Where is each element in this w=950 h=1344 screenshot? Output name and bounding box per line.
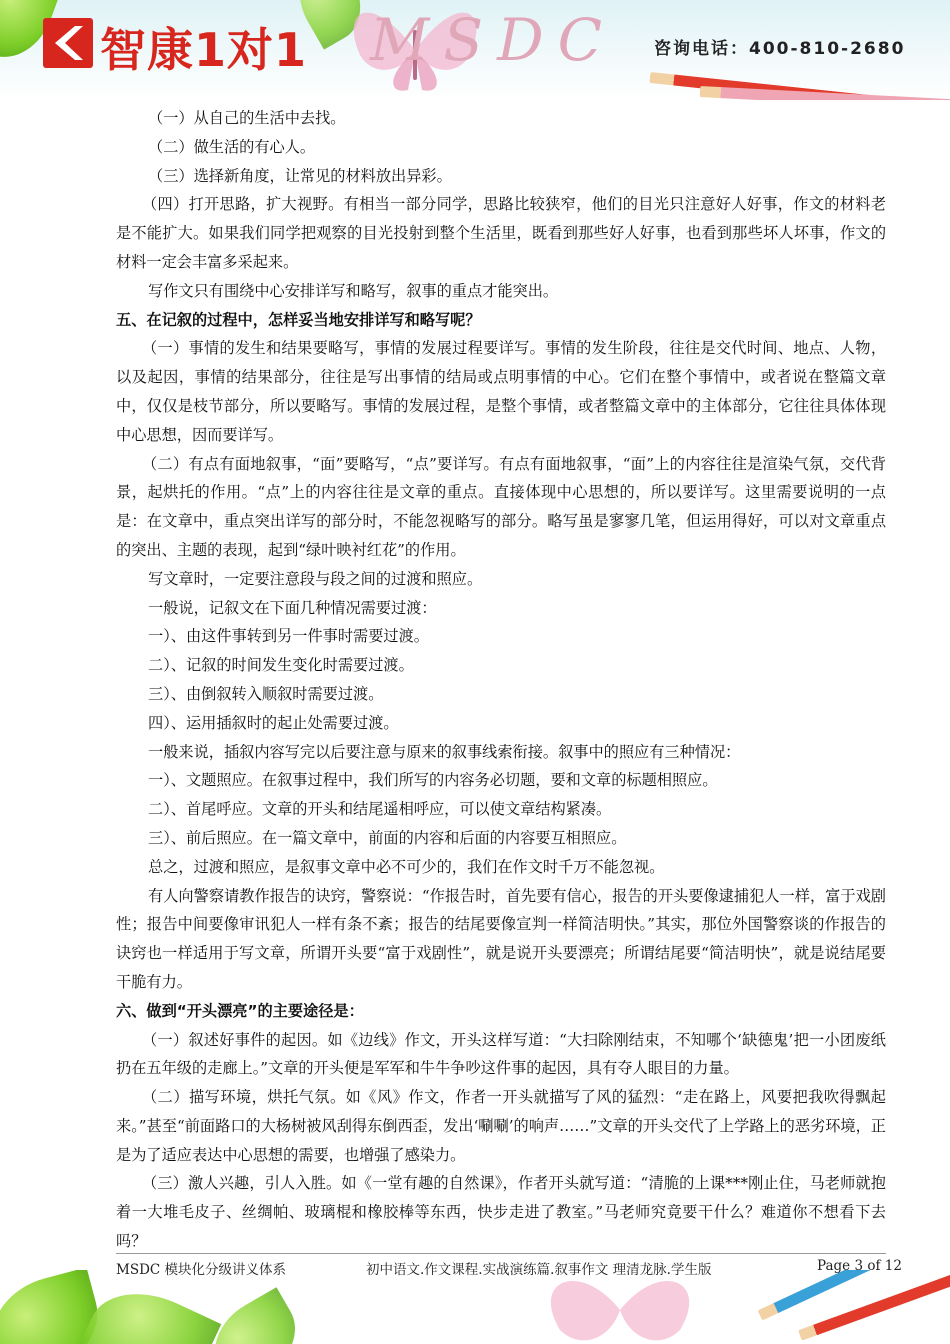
msdc-script: MSDC (370, 6, 617, 74)
paragraph: （二）做生活的有心人。 (148, 137, 316, 156)
paragraph: 写作文只有围绕中心安排详写和略写，叙事的重点才能突出。 (148, 281, 559, 300)
footer-series: MSDC 模块化分级讲义体系 (116, 1262, 287, 1278)
paragraph: （一）事情的发生和结果要略写，事情的发展过程要详写。事情的发生阶段，往往是交代时间、地点、人物，以及起因，事情的结果部分，往往是写出事情的结局或点明事情的中心。它们在整个事情中，或者说在整篇文章中，仅仅是枝节部分，所以要略写。事情的发展过程，是整个事情，或者整篇文章中的主体部分，它往往具体体现中心思想，因而要详写。 (116, 339, 886, 444)
paragraph: （一）叙述好事件的起因。如《边线》作文，开头这样写道：“大扫除刚结束，不知哪个‘缺德鬼’把一小团废纸扔在五年级的走廊上。”文章的开头便是军军和牛牛争吵这件事的起因，具有夺人眼目的力量。 (116, 1030, 886, 1078)
butterfly-icon (520, 1270, 720, 1344)
list-item: 一）、文题照应。在叙事过程中，我们所写的内容务必切题，要和文章的标题相照应。 (148, 771, 718, 790)
footer-course: 初中语文.作文课程.实战演练篇.叙事作文 理清龙脉.学生版 (366, 1262, 712, 1278)
paragraph: （三）激人兴趣，引人入胜。如《一堂有趣的自然课》，作者开头就写道：“清脆的上课***刚止住，马老师就抱着一大堆毛皮子、丝绸帕、玻璃棍和橡胶棒等东西，快步走进了教室。”马老师究竟要干什么？难道你不想看下去吗？ (116, 1174, 886, 1251)
footer-decoration (0, 1270, 950, 1344)
hotline-text: 咨询电话：400-810-2680 (654, 39, 906, 59)
page-number: Page 3 of 12 (817, 1258, 902, 1274)
list-item: 二）、首尾呼应。文章的开头和结尾遥相呼应，可以使文章结构紧凑。 (148, 800, 612, 819)
footer-divider (116, 1253, 886, 1254)
list-item: 三）、由倒叙转入顺叙时需要过渡。 (148, 684, 384, 703)
paragraph: 有人向警察请教作报告的诀窍，警察说：“作报告时，首先要有信心，报告的开头要像逮捕犯人一样，富于戏剧性；报告中间要像审讯犯人一样有条不紊；报告的结尾要像宣判一样简洁明快。”其实，那位外国警察谈的作报告的诀窍也一样适用于写文章，所谓开头要“富于戏剧性”，就是说开头要漂亮；所谓结尾要“简洁明快”，就是说结尾要干脆有力。 (116, 886, 886, 991)
logo-mark (43, 18, 93, 68)
paragraph: （一）从自己的生活中去找。 (148, 109, 346, 127)
pencil-decoration (700, 86, 950, 100)
paragraph: 一般来说，插叙内容写完以后要注意与原来的叙事线索衔接。叙事中的照应有三种情况： (148, 742, 741, 761)
paragraph: （二）有点有面地叙事，“面”要略写，“点”要详写。有点有面地叙事，“面”上的内容往往是渲染气氛，交代背景，起烘托的作用。“点”上的内容往往是文章的重点。直接体现中心思想的，所以要详写。这里需要说明的一点是：在文章中，重点突出详写的部分时，不能忽视略写的部分。略写虽是寥寥几笔，但运用得好，可以对文章重点的突出、主题的表现，起到“绿叶映衬红花”的作用。 (116, 454, 886, 559)
section-heading: 五、在记叙的过程中，怎样妥当地安排详写和略写呢？ (116, 310, 481, 329)
paragraph: 总之，过渡和照应，是叙事文章中必不可少的，我们在作文时千万不能忽视。 (148, 857, 665, 876)
list-item: 一）、由这件事转到另一件事时需要过渡。 (148, 627, 429, 646)
list-item: 四）、运用插叙时的起止处需要过渡。 (148, 713, 399, 732)
page-header (0, 0, 950, 100)
list-item: 二）、记叙的时间发生变化时需要过渡。 (148, 656, 414, 675)
list-item: 三）、前后照应。在一篇文章中，前面的内容和后面的内容要互相照应。 (148, 828, 627, 847)
paragraph: 写文章时，一定要注意段与段之间的过渡和照应。 (148, 569, 483, 588)
paragraph: （四）打开思路，扩大视野。有相当一部分同学，思路比较狭窄，他们的目光只注意好人好事，作文的材料老是不能扩大。如果我们同学把观察的目光投射到整个生活里，既看到那些好人好事，也看到那些坏人坏事，作文的材料一定会丰富多采起来。 (116, 195, 886, 271)
brand-logo: 智康1对1 (100, 23, 308, 77)
paragraph: 一般说，记叙文在下面几种情况需要过渡： (148, 598, 437, 617)
leaf-decoration (79, 1273, 222, 1344)
document-body (116, 104, 886, 1256)
paragraph: （二）描写环境，烘托气氛。如《风》作文，作者一开头就描写了风的猛烈：“走在路上，风要把我吹得飘起来。”甚至“前面路口的大杨树被风刮得东倒西歪，发出‘唰唰’的响声……”文章的开头交代了上学路上的恶劣环境，正是为了适应表达中心思想的需要，也增强了感染力。 (116, 1088, 886, 1164)
section-heading: 六、做到“开头漂亮”的主要途径是： (116, 1001, 364, 1020)
paragraph: （三）选择新角度，让常见的材料放出异彩。 (148, 166, 452, 185)
